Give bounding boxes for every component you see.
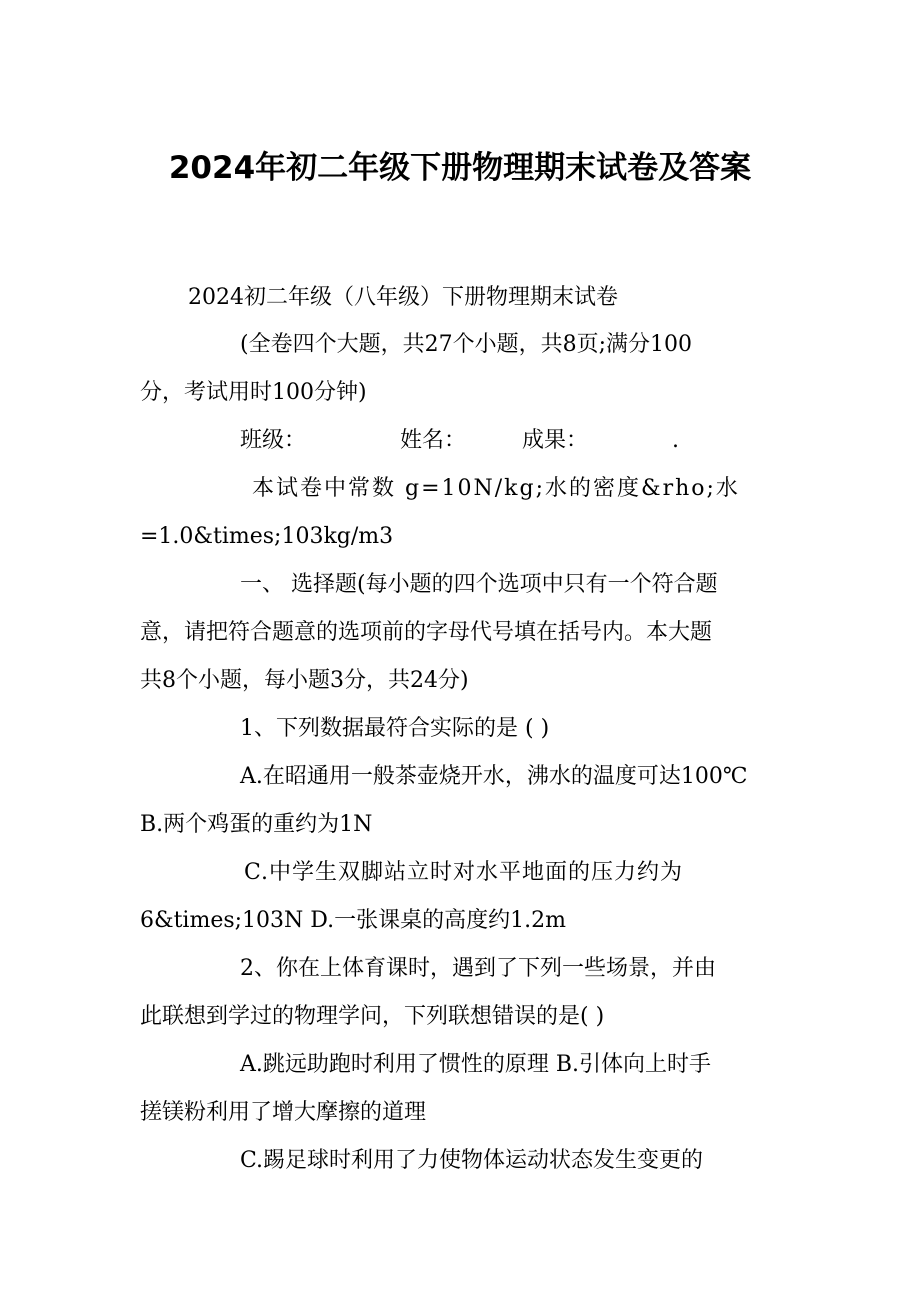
section-1-heading-line-3: 共8个小题，每小题3分，共24分) xyxy=(140,668,469,693)
question-2-option-ab-line-1: A.跳远助跑时利用了惯性的原理 B.引体向上时手 xyxy=(240,1052,712,1077)
question-2-stem-line-1: 2、你在上体育课时，遇到了下列一些场景，并由 xyxy=(240,956,716,981)
question-1-stem: 1、下列数据最符合实际的是 ( ) xyxy=(240,716,550,741)
constants-line-1: 本试卷中常数 g=10N/kg;水的密度&rho;水 xyxy=(252,476,740,501)
question-2-option-c-line-1: C.踢足球时利用了力使物体运动状态发生变更的 xyxy=(240,1148,704,1173)
class-label: 班级： xyxy=(240,428,307,453)
exam-scope-line-2: 分，考试用时100分钟) xyxy=(140,380,367,405)
score-label: 成果： xyxy=(522,428,589,453)
document-title: 2024年初二年级下册物理期末试卷及答案 xyxy=(168,150,752,186)
question-1-option-c-line-1: C.中学生双脚站立时对水平地面的压力约为 xyxy=(244,860,684,885)
constants-line-2: =1.0&times;103kg/m3 xyxy=(140,524,394,549)
section-1-heading-line-2: 意，请把符合题意的选项前的字母代号填在括号内。本大题 xyxy=(140,620,713,645)
section-1-heading-line-1: 一、 选择题(每小题的四个选项中只有一个符合题 xyxy=(240,572,718,597)
student-info-row xyxy=(240,426,679,456)
question-1-option-a: A.在昭通用一般茶壶烧开水，沸水的温度可达100℃ xyxy=(240,764,748,789)
name-label: 姓名： xyxy=(400,428,467,453)
exam-subtitle: 2024初二年级（八年级）下册物理期末试卷 xyxy=(188,285,618,310)
question-1-option-b: B.两个鸡蛋的重约为1N xyxy=(140,812,373,837)
question-2-stem-line-2: 此联想到学过的物理学问，下列联想错误的是( ) xyxy=(140,1004,605,1029)
exam-scope-line-1: (全卷四个大题，共27个小题，共8页;满分100 xyxy=(240,332,692,357)
end-mark: . xyxy=(672,428,679,453)
question-1-option-c-line-2: 6&times;103N D.一张课桌的高度约1.2m xyxy=(140,908,566,933)
question-2-option-ab-line-2: 搓镁粉利用了增大摩擦的道理 xyxy=(140,1100,427,1125)
